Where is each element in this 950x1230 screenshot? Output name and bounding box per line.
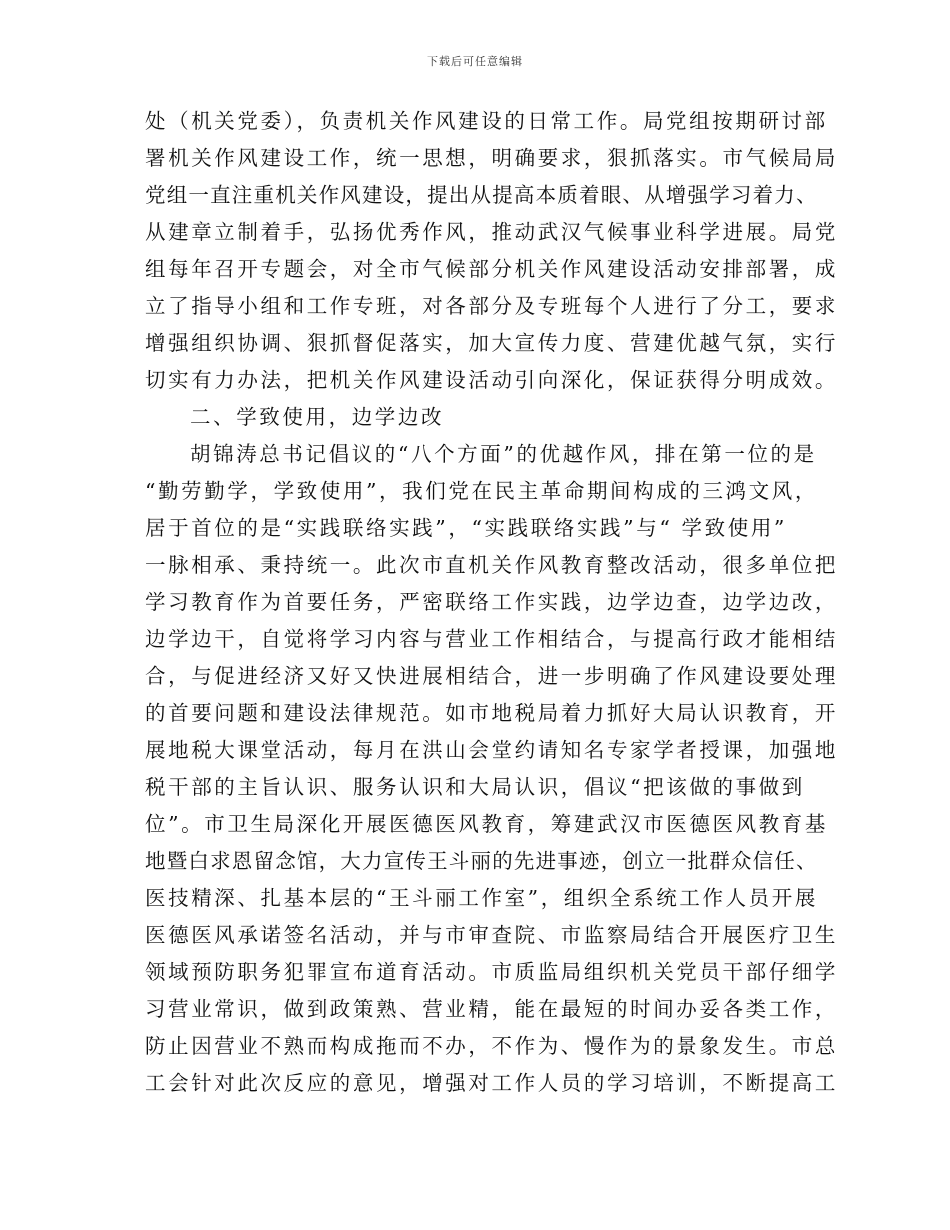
text-line: 展地税大课堂活动，每月在洪山会堂约请知名专家学者授课，加强地 (145, 738, 838, 762)
text-line: 边学边干，自觉将学习内容与营业工作相结合，与提高行政才能相结 (145, 627, 838, 651)
text-line: 合，与促进经济又好又快进展相结合，进一步明确了作风建设要处理 (145, 664, 838, 688)
text-line: 医技精深、扎基本层的“王斗丽工作室”，组织全系统工作人员开展 (145, 886, 818, 910)
text-line: 习营业常识，做到政策熟、营业精，能在最短的时间办妥各类工作， (145, 997, 838, 1021)
page-header: 下载后可任意编辑 (427, 55, 523, 68)
text-line: 一脉相承、秉持统一。此次市直机关作风教育整改活动，很多单位把 (145, 553, 838, 577)
text-line: 胡锦涛总书记倡议的“八个方面”的优越作风，排在第一位的是 (190, 442, 817, 466)
text-line: 防止因营业不熟而构成拖而不办，不作为、慢作为的景象发生。市总 (145, 1034, 838, 1058)
section-heading: 二、学致使用，边学边改 (190, 405, 445, 429)
text-line: 居于首位的是“实践联络实践”，“实践联络实践”与“ 学致使用” (145, 516, 787, 540)
text-line: 署机关作风建设工作，统一思想，明确要求，狠抓落实。市气候局局 (145, 146, 838, 170)
text-line: 的首要问题和建设法律规范。如市地税局着力抓好大局认识教育，开 (145, 701, 838, 725)
text-line: 地暨白求恩留念馆，大力宣传王斗丽的先进事迹，创立一批群众信任、 (145, 849, 818, 873)
text-line: 位”。市卫生局深化开展医德医风教育，筹建武汉市医德医风教育基 (145, 812, 828, 836)
text-line: 增强组织协调、狠抓督促落实，加大宣传力度、营建优越气氛，实行 (145, 331, 838, 355)
text-line: 医德医风承诺签名活动，并与市审查院、市监察局结合开展医疗卫生 (145, 923, 838, 947)
text-line: 学习教育作为首要任务，严密联络工作实践，边学边查，边学边改， (145, 590, 838, 614)
text-line: 立了指导小组和工作专班，对各部分及专班每个人进行了分工，要求 (145, 294, 838, 318)
text-line: 组每年召开专题会，对全市气候部分机关作风建设活动安排部署，成 (145, 257, 838, 281)
text-line: 切实有力办法，把机关作风建设活动引向深化，保证获得分明成效。 (145, 368, 838, 392)
text-line: 工会针对此次反应的意见，增强对工作人员的学习培训，不断提高工 (145, 1071, 838, 1095)
text-line: 领域预防职务犯罪宣布道育活动。市质监局组织机关党员干部仔细学 (145, 960, 838, 984)
text-line: 税干部的主旨认识、服务认识和大局认识，倡议“把该做的事做到 (145, 775, 805, 799)
text-line: “勤劳勤学，学致使用”，我们党在民主革命期间构成的三鸿文风， (145, 479, 818, 503)
text-line: 从建章立制着手，弘扬优秀作风，推动武汉气候事业科学进展。局党 (145, 220, 838, 244)
text-line: 处（机关党委），负责机关作风建设的日常工作。局党组按期研讨部 (145, 109, 828, 133)
text-line: 党组一直注重机关作风建设，提出从提高本质着眼、从增强学习着力、 (145, 183, 818, 207)
